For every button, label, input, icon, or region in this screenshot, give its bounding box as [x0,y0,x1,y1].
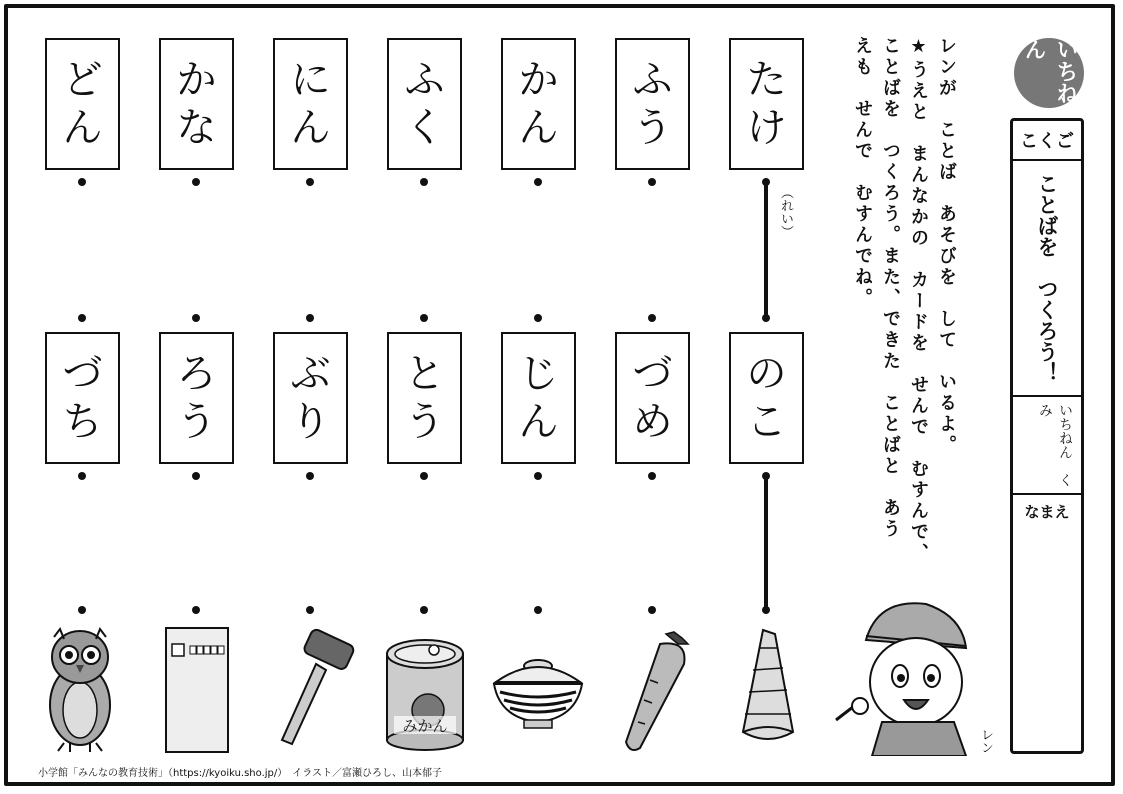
card-character: の [746,351,787,397]
connection-dot[interactable] [534,606,542,614]
connection-dot[interactable] [420,606,428,614]
envelope-picture[interactable] [164,626,230,754]
worksheet-title-box [1013,159,1081,397]
card-character: ど [62,57,103,103]
bottom-word-card[interactable] [273,332,348,464]
bottom-word-card[interactable] [501,332,576,464]
instructions [848,36,960,576]
card-character: ち [62,399,103,445]
card-character: ん [518,399,559,445]
connection-dot[interactable] [306,314,314,322]
example-label: （れい） [778,186,793,238]
footer-credit: 小学館「みんなの教育技術」（https://kyoiku.sho.jp/） イラスト／富瀬ひろし、山本郁子 [38,768,442,779]
top-word-card[interactable] [387,38,462,170]
top-word-card[interactable] [729,38,804,170]
subject-label: こくご [1013,121,1081,161]
can-label: みかん [402,717,448,735]
top-word-card[interactable] [45,38,120,170]
card-character: ふ [632,57,673,103]
connection-dot[interactable] [192,606,200,614]
card-character: こ [746,399,787,445]
card-character: く [404,105,445,151]
instruction-line-2: ★うえと まんなかの カードを せんで むすんで、 [908,36,929,564]
top-word-card[interactable] [159,38,234,170]
connection-dot[interactable] [306,178,314,186]
card-character: と [404,351,445,397]
connection-dot[interactable] [420,178,428,186]
connection-dot[interactable] [78,178,86,186]
card-character: う [176,399,217,445]
card-character: ん [518,105,559,151]
connection-dot[interactable] [420,314,428,322]
card-character: け [746,105,787,151]
title-panel [1010,118,1084,754]
mallet-picture[interactable] [268,628,356,750]
connection-dot[interactable] [648,606,656,614]
card-character: り [290,399,331,445]
grade-badge: いちねん [1014,38,1084,108]
connection-dot[interactable] [534,314,542,322]
connection-dot[interactable] [648,178,656,186]
top-word-card[interactable] [273,38,348,170]
instruction-line-4: えも せんで むすんでね。 [852,36,873,309]
connection-dot[interactable] [648,314,656,322]
connection-dot[interactable] [648,472,656,480]
connection-dot[interactable] [420,472,428,480]
carrot-picture[interactable] [616,630,696,754]
bottom-word-card[interactable] [387,332,462,464]
connection-dot[interactable] [78,606,86,614]
example-line-bottom [764,476,768,610]
top-word-card[interactable] [501,38,576,170]
card-character: う [632,105,673,151]
name-label: なまえ [1024,503,1070,521]
card-character: か [518,57,559,103]
card-character: ん [290,105,331,151]
card-character: め [632,399,673,445]
class-label: いちねん くみ [1037,403,1073,487]
card-character: ぶ [290,351,331,397]
connection-dot[interactable] [78,314,86,322]
top-word-card[interactable] [615,38,690,170]
card-character: う [404,399,445,445]
bottom-word-card[interactable] [45,332,120,464]
card-character: づ [632,351,673,397]
connection-dot[interactable] [78,472,86,480]
bottom-word-card[interactable] [729,332,804,464]
card-character: た [746,57,787,103]
connection-dot[interactable] [192,178,200,186]
card-character: か [176,57,217,103]
example-line-top [764,182,768,320]
card-character: ろ [176,351,217,397]
card-character: じ [518,351,559,397]
mikan-can-picture[interactable] [382,636,468,752]
worksheet-title: ことばを つくろう！ [1035,173,1059,383]
bamboo-shoot-picture[interactable] [733,628,803,746]
connection-dot[interactable] [192,472,200,480]
owl-picture[interactable] [40,625,120,755]
card-character: づ [62,351,103,397]
card-character: ふ [404,57,445,103]
bottom-word-card[interactable] [159,332,234,464]
connection-dot[interactable] [534,178,542,186]
bottom-word-card[interactable] [615,332,690,464]
connection-dot[interactable] [306,472,314,480]
card-character: ん [62,105,103,151]
connection-dot[interactable] [534,472,542,480]
class-field[interactable] [1013,397,1081,495]
connection-dot[interactable] [306,606,314,614]
ren-character-illustration [826,596,976,756]
rice-bowl-picture[interactable] [488,652,588,732]
instruction-line-1: レンが ことば あそびを して いるよ。 [936,36,957,456]
card-character: な [176,105,217,151]
card-character: に [290,57,331,103]
character-name: レン [978,728,993,754]
instruction-line-3: ことばを つくろう。また、できた ことばと あう [880,36,901,540]
connection-dot[interactable] [192,314,200,322]
